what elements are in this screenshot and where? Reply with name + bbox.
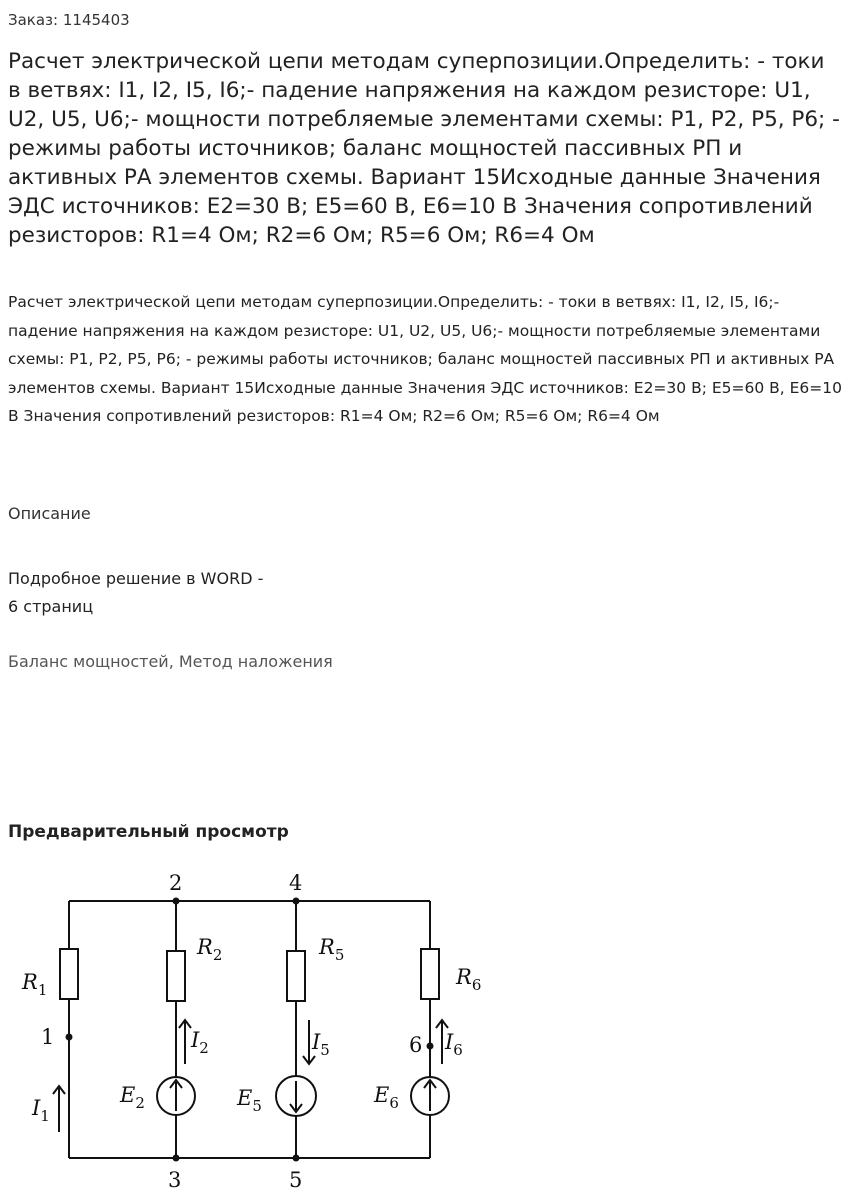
source-e5	[276, 1076, 316, 1116]
current-arrows	[53, 1020, 448, 1132]
label-r2: $R_2$	[197, 935, 223, 964]
node-dot-4	[293, 898, 300, 905]
solution-line-2: 6 страниц	[8, 597, 94, 616]
label-e5: $E_5$	[237, 1086, 262, 1115]
node-labels	[41, 871, 422, 1192]
tag-list	[8, 650, 333, 674]
tag-superposition-method[interactable]: Метод наложения	[178, 652, 333, 671]
node-label-4: 4	[289, 871, 303, 895]
label-e2: $E_2$	[120, 1083, 145, 1112]
solution-info	[8, 565, 263, 621]
resistor-r2	[167, 951, 185, 1001]
node-dots	[66, 898, 434, 1162]
label-e6: $E_6$	[374, 1083, 399, 1112]
component-labels	[21, 935, 481, 1125]
label-i5: $I_5$	[312, 1030, 330, 1059]
page-title: Расчет электрической цепи методам суперпозиции.Определить: - токи в ветвях: I1, I2, I5, I6;- падение напряжения на каждом резисторе: U1, U2, U5, U6;- мощности потребляемые элементами схемы: P1, P2, P5, P6; - режимы работы источников; баланс мощностей пассивных РП и активных РА элементов схемы. Вариант 15Исходные данные Значения ЭДС источников: E2=30 В; E5=60 В, E6=10 В Значения сопротивлений резисторов: R1=4 Ом; R2=6 Ом; R5=6 Ом; R6=4 Ом	[8, 49, 840, 248]
node-dot-1	[66, 1034, 73, 1041]
label-i1: $I_1$	[32, 1096, 50, 1125]
node-dot-3	[173, 1155, 180, 1162]
node-label-3: 3	[168, 1168, 182, 1192]
resistor-r5	[287, 951, 305, 1001]
description-label: Описание	[8, 504, 91, 523]
task-description: Расчет электрической цепи методам суперпозиции.Определить: - токи в ветвях: I1, I2, I5, I6;- падение напряжения на каждом резисторе: U1, U2, U5, U6;- мощности потребляемые элементами схемы: P1, P2, P5, P6; - режимы работы источников; баланс мощностей пассивных РП и активных РА элементов схемы. Вариант 15Исходные данные Значения ЭДС источников: E2=30 В; E5=60 В, E6=10 В Значения сопротивлений резисторов: R1=4 Ом; R2=6 Ом; R5=6 Ом; R6=4 Ом	[8, 293, 842, 425]
source-e6	[411, 1077, 449, 1115]
node-dot-5	[293, 1155, 300, 1162]
tag-power-balance[interactable]: Баланс мощностей	[8, 652, 169, 671]
label-r5: $R_5$	[319, 935, 345, 964]
node-dot-2	[173, 898, 180, 905]
current-arrow-i1	[53, 1086, 65, 1132]
label-i2: $I_2$	[191, 1028, 209, 1057]
solution-line-1: Подробное решение в WORD -	[8, 569, 264, 588]
resistors	[60, 949, 439, 1001]
node-label-2: 2	[169, 871, 183, 895]
resistor-r6	[421, 949, 439, 999]
label-r1: $R_1$	[22, 970, 48, 999]
voltage-sources	[157, 1076, 449, 1116]
label-r6: $R_6$	[456, 965, 482, 994]
circuit-wires	[69, 901, 430, 1158]
current-arrow-i2	[179, 1020, 191, 1064]
resistor-r1	[60, 949, 78, 999]
label-i6: $I_6$	[445, 1030, 463, 1059]
tag-separator: ,	[168, 652, 179, 671]
node-label-5: 5	[289, 1168, 303, 1192]
order-number: Заказ: 1145403	[8, 11, 130, 29]
node-dot-6	[427, 1043, 434, 1050]
node-label-1: 1	[41, 1025, 55, 1049]
circuit-diagram	[8, 860, 508, 1204]
source-e2	[157, 1077, 195, 1115]
preview-heading: Предварительный просмотр	[8, 822, 289, 842]
node-label-6: 6	[409, 1033, 423, 1057]
